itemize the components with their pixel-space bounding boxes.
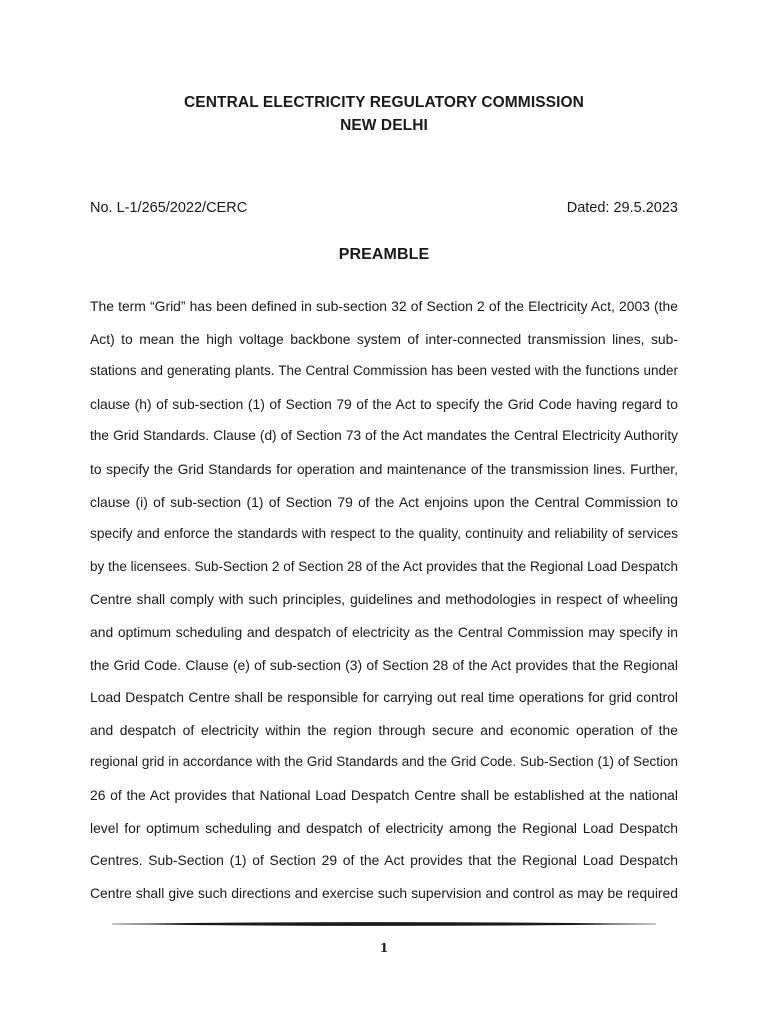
body-line: Act) to mean the high voltage backbone system of inter-connected transmission lines, sub- (90, 330, 678, 347)
body-line: Centre shall comply with such principles, guidelines and methodologies in respect of wheeling (90, 591, 678, 608)
body-line: and optimum scheduling and despatch of electricity as the Central Commission may specify in (90, 623, 678, 640)
body-line: 26 of the Act provides that National Load Despatch Centre shall be established at the national (90, 786, 678, 803)
body-line: The term “Grid” has been defined in sub-section 32 of Section 2 of the Electricity Act, 2003 (the (90, 298, 678, 314)
section-title: PREAMBLE (338, 246, 430, 263)
footer-divider (112, 918, 656, 930)
body-line: Load Despatch Centre shall be responsible for carrying out real time operations for grid control (90, 689, 678, 706)
body-line: the Grid Code. Clause (e) of sub-section (3) of Section 28 of the Act provides that the Regional (90, 656, 678, 673)
organization-name: CENTRAL ELECTRICITY REGULATORY COMMISSION (184, 94, 584, 111)
body-line: regional grid in accordance with the Grid Standards and the Grid Code. Sub-Section (1) of Section (90, 754, 678, 770)
body-line: by the licensees. Sub-Section 2 of Section 28 of the Act provides that the Regional Load Despatch (90, 558, 678, 574)
body-line: specify and enforce the standards with respect to the quality, continuity and reliability of services (90, 526, 678, 542)
document-date: Dated: 29.5.2023 (566, 200, 678, 216)
body-line: Centres. Sub-Section (1) of Section 29 of the Act provides that the Regional Load Despatch (90, 852, 678, 869)
body-line: the Grid Standards. Clause (d) of Section 73 of the Act mandates the Central Electricity Authority (90, 428, 678, 444)
body-line: clause (i) of sub-section (1) of Section 79 of the Act enjoins upon the Central Commission to (90, 493, 678, 510)
page-number: 1 (379, 941, 389, 955)
body-line: to specify the Grid Standards for operation and maintenance of the transmission lines. Further, (90, 460, 678, 477)
body-line: stations and generating plants. The Central Commission has been vested with the functions under (90, 363, 678, 379)
organization-city: NEW DELHI (340, 117, 428, 134)
body-line: Centre shall give such directions and exercise such supervision and control as may be required (90, 884, 678, 901)
preamble-body (90, 290, 678, 909)
reference-number: No. L-1/265/2022/CERC (90, 200, 248, 216)
body-line: clause (h) of sub-section (1) of Section 79 of the Act to specify the Grid Code having regard to (90, 395, 678, 412)
body-line: level for optimum scheduling and despatch of electricity among the Regional Load Despatch (90, 819, 678, 836)
body-line: and despatch of electricity within the region through secure and economic operation of the (90, 721, 678, 738)
